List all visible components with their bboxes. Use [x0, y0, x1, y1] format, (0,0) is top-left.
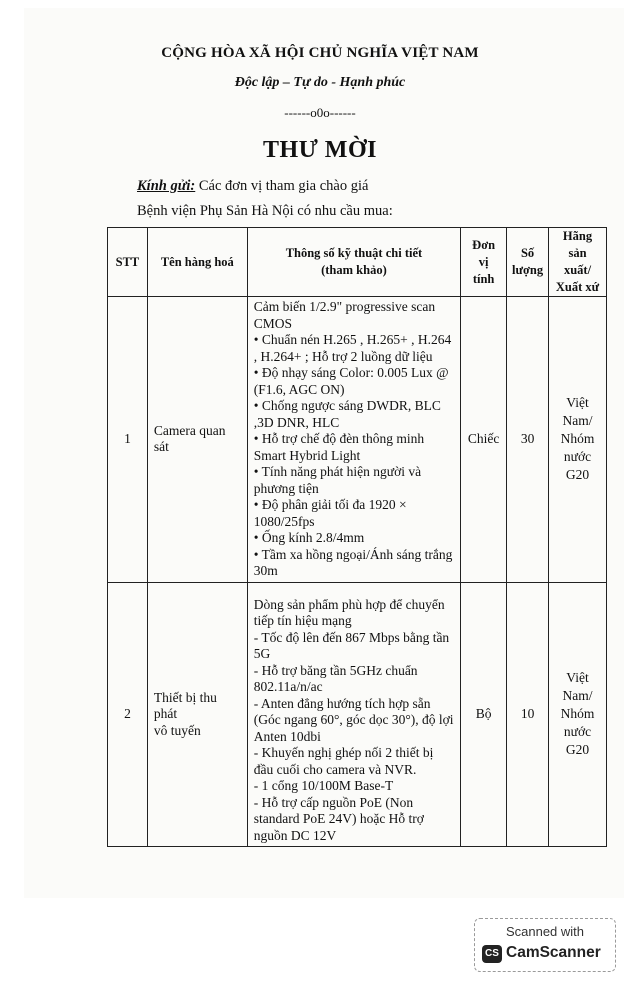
spec-line: - Anten đẳng hướng tích hợp sẵn [253, 695, 431, 711]
spec-line: 802.11a/n/ac [253, 679, 323, 694]
spec-line: Anten 10dbi [253, 728, 321, 744]
origin-line: Nhóm [560, 431, 595, 447]
separator: ------o0o------ [284, 105, 356, 120]
spec-line: 1080/25fps [253, 513, 315, 529]
table-header-row [108, 228, 607, 297]
republic-heading: CỘNG HÒA XÃ HỘI CHỦ NGHĨA VIỆT NAM [161, 45, 479, 61]
origin-line: Việt [566, 670, 589, 686]
origin-line: Nhóm [560, 706, 595, 722]
spec-line: đầu cuối cho camera và NVR. [253, 761, 417, 777]
origin-line: Việt [566, 395, 589, 411]
spec-line: - Tốc độ lên đến 867 Mbps bằng tần [253, 629, 450, 645]
header-spec-line: (tham khảo) [321, 263, 387, 277]
camscanner-logo-icon: CS [482, 945, 502, 963]
row-spec [247, 297, 460, 583]
header-origin-line: sản [568, 246, 587, 260]
header-spec-line: Thông số kỹ thuật chi tiết [285, 246, 423, 260]
spec-line: • Tính năng phát hiện người và [253, 464, 422, 479]
request-text: Bệnh viện Phụ Sản Hà Nội có nhu cầu mua: [137, 203, 393, 219]
spec-line: phương tiện [253, 480, 319, 496]
header-origin-line: Xuất xứ [555, 280, 600, 294]
spec-line: (Góc ngang 60°, góc dọc 30°), độ lợi [253, 712, 454, 727]
watermark-top-text: Scanned with [505, 924, 585, 939]
header-origin-line: xuất/ [563, 263, 592, 277]
origin-line: Nam/ [562, 413, 593, 429]
row-name [147, 582, 247, 847]
spec-line: - 1 cổng 10/100M Base-T [253, 778, 394, 793]
spec-line: standard PoE 24V) hoặc Hỗ trợ [253, 811, 424, 826]
row-unit: Chiếc [461, 297, 507, 583]
spec-line: (F1.6, AGC ON) [253, 381, 345, 397]
spec-line: - Khuyến nghị ghép nối 2 thiết bị [253, 745, 434, 760]
spec-line: - Hỗ trợ cấp nguồn PoE (Non [253, 794, 414, 810]
spec-line: Cảm biến 1/2.9" progressive scan [253, 299, 436, 314]
header-qty-line: Số [520, 246, 535, 260]
row-unit: Bộ [461, 582, 507, 847]
row-origin [549, 582, 607, 847]
spec-line: ,3D DNR, HLC [253, 414, 340, 430]
header-qty [507, 228, 549, 297]
watermark-brand: CamScanner [506, 944, 601, 961]
origin-line: nước [563, 449, 592, 465]
header-name: Tên hàng hoá [147, 228, 247, 297]
greeting [137, 178, 368, 195]
header-unit-line: tính [472, 271, 495, 286]
row-origin [549, 297, 607, 583]
row-stt: 2 [108, 582, 148, 847]
spec-line: • Độ nhạy sáng Color: 0.005 Lux @ [253, 365, 449, 380]
table-row [108, 582, 607, 847]
origin-line: G20 [565, 467, 590, 483]
spec-line: Dòng sản phẩm phù hợp để chuyển [253, 596, 445, 612]
motto: Độc lập – Tự do - Hạnh phúc [234, 75, 406, 90]
spec-line: • Hỗ trợ chế độ đèn thông minh [253, 431, 425, 446]
row-qty: 10 [507, 582, 549, 847]
header-qty-line: lượng [512, 263, 544, 277]
greeting-text: Các đơn vị tham gia chào giá [195, 178, 369, 194]
origin-line: Nam/ [562, 688, 593, 704]
header-origin [549, 228, 607, 297]
spec-line: 30m [253, 563, 278, 578]
spec-line: • Chuẩn nén H.265 , H.265+ , H.264 [253, 332, 452, 347]
items-table [107, 227, 607, 847]
camscanner-watermark [474, 918, 616, 972]
spec-line: • Chống ngược sáng DWDR, BLC [253, 398, 441, 413]
row-spec [247, 582, 460, 847]
spec-line: • Ống kính 2.8/4mm [253, 530, 365, 545]
spec-line: CMOS [253, 315, 292, 331]
spec-line: Smart Hybrid Light [253, 447, 361, 463]
spec-line: • Độ phân giải tối đa 1920 × [253, 497, 407, 512]
name-line: Thiết bị thu phát [153, 689, 217, 721]
header-origin-line: Hãng [562, 229, 593, 243]
header-unit-line: Đơn [472, 237, 496, 252]
greeting-label: Kính gửi: [137, 178, 196, 194]
spec-line: - Hỗ trợ băng tần 5GHz chuẩn [253, 662, 418, 678]
spec-line: , H.264+ ; Hỗ trợ 2 luồng dữ liệu [253, 348, 433, 364]
row-stt: 1 [108, 297, 148, 583]
row-qty: 30 [507, 297, 549, 583]
spec-line: 5G [253, 646, 271, 661]
spec-line: • Tầm xa hồng ngoại/Ánh sáng trắng [253, 546, 453, 562]
header-stt: STT [108, 228, 148, 297]
name-line: vô tuyến [153, 722, 201, 738]
header-unit [461, 228, 507, 297]
header-unit-line: vị [478, 254, 489, 269]
spec-line: tiếp tín hiệu mạng [253, 613, 352, 628]
table-row [108, 297, 607, 583]
origin-line: nước [563, 724, 592, 740]
row-name: Camera quan sát [147, 297, 247, 583]
origin-line: G20 [565, 742, 590, 758]
document-title: THƯ MỜI [263, 137, 377, 163]
spec-line: nguồn DC 12V [253, 827, 337, 843]
header-spec [247, 228, 460, 297]
